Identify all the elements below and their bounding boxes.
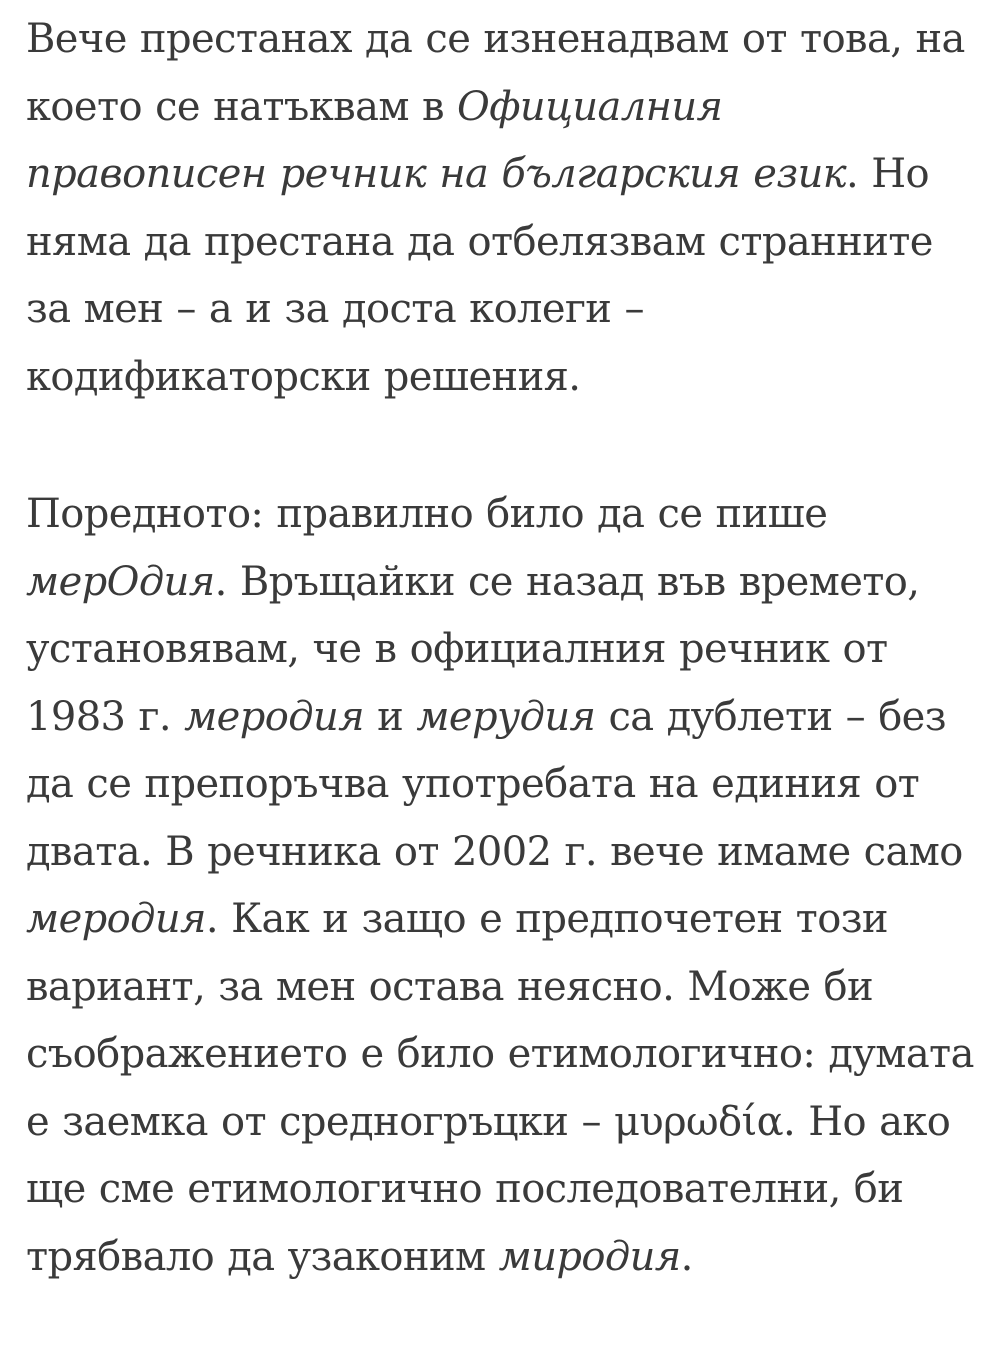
- dictionary-title: Официалния правописен речник на българския език: [26, 83, 847, 197]
- paragraph-intro: [26, 0, 976, 411]
- paragraph-merodia-text-5: . Как и защо е предпочетен този вариант, за мен остава неясно. Може би съображението е било етимологично: думата е заемка от средногръцки – μυρωδία. Но ако ще сме етимологично последователни, би трябвало да узаконим: [26, 896, 974, 1280]
- paragraph-merodia-text-4: са дублети – без да се препоръчва употребата на единия от двата. В речника от 2002 г. вече имаме само: [26, 693, 963, 875]
- word-merudia: мерудия: [416, 693, 596, 740]
- word-merodia: меродия: [184, 693, 365, 740]
- word-mirodia: миродия: [498, 1233, 681, 1280]
- word-merodia-stressed: мерОдия: [26, 558, 215, 605]
- paragraph-merodia-text-2: . Връщайки се назад във времето, установявам, че в официалния речник от 1983 г.: [26, 558, 920, 740]
- paragraph-merodia-text-6: .: [680, 1233, 693, 1280]
- paragraph-intro-text-1: Вече престанах да се изненадвам от това, на което се натъквам в: [26, 16, 965, 130]
- paragraph-merodia-text-1: Поредното: правилно било да се пише: [26, 491, 828, 537]
- word-merodia-2002: меродия: [26, 896, 206, 942]
- paragraph-intro-text-2: . Но няма да престана да отбелязвам странните за мен – а и за доста колеги – кодификаторски решения.: [26, 151, 933, 400]
- paragraph-merodia: [26, 481, 976, 1291]
- paragraph-merodia-text-3: и: [364, 693, 417, 740]
- article-body: [26, 0, 976, 1291]
